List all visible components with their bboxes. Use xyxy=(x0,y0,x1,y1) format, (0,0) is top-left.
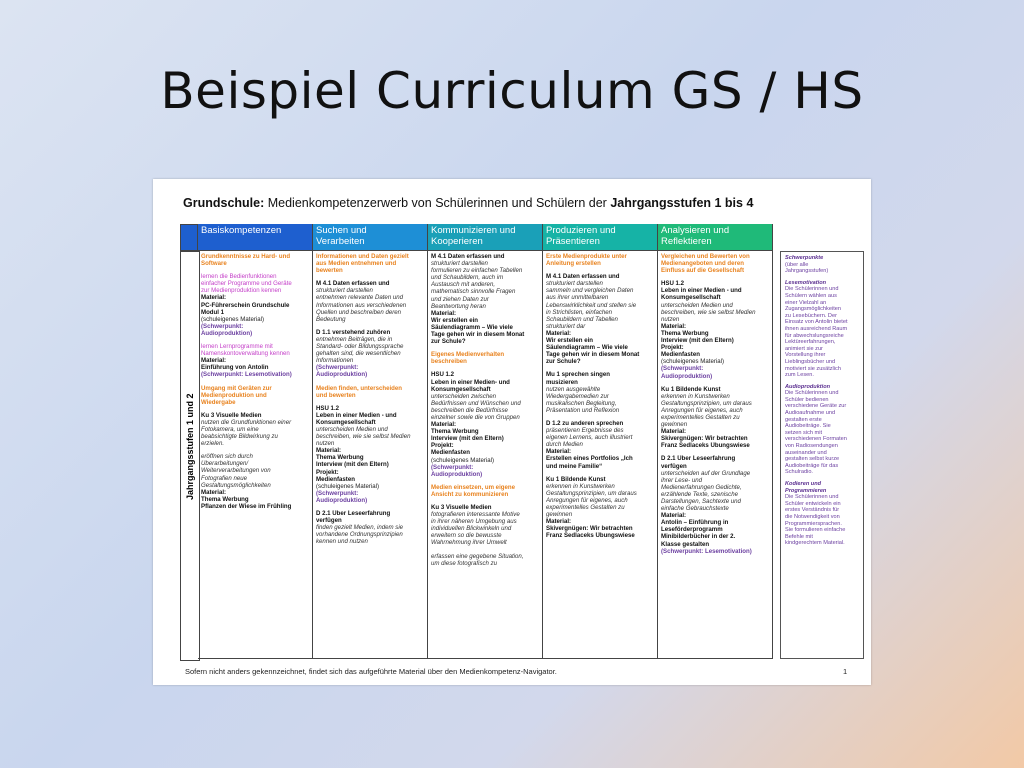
cell-text-line: und Schaubildern, auch im xyxy=(431,274,504,282)
table-column xyxy=(428,224,543,659)
cell-text-line: Material: xyxy=(316,447,342,455)
cell-text-line: Einführung von Antolin xyxy=(201,364,269,372)
legend-text-line: Audiobeiträge. Sie xyxy=(785,423,831,430)
legend-text-line: Schüler entwickeln ein xyxy=(785,500,841,507)
cell-text-line: beabsichtigte Bildwirkung zu xyxy=(201,433,278,441)
document-heading xyxy=(183,196,753,210)
cell-text-line: Medienerfahrungen Gedichte, xyxy=(661,483,742,491)
cell-text-line: D 2.1 Über Leseerfahrung xyxy=(316,510,391,517)
cell-text-line: (Schwerpunkt: xyxy=(431,463,474,471)
heading-text: Medienkompetenzerwerb von Schülerinnen und Schülern der xyxy=(264,196,611,210)
cell-text-line: zur Medienproduktion kennen xyxy=(201,287,282,295)
cell-text-line: Ku 1 Bildende Kunst xyxy=(661,385,721,393)
legend-text-line: Befehle mit xyxy=(785,533,813,540)
cell-text-line: Material: xyxy=(661,322,687,330)
grade-level-column xyxy=(180,251,200,661)
cell-text-line: Medienproduktion und xyxy=(201,391,267,399)
cell-text-line: gewinnen xyxy=(546,511,573,519)
cell-text-line: fotografieren interessante Motive xyxy=(431,511,520,519)
legend-text-line: Audioproduktion xyxy=(785,383,831,390)
legend-text-line: Lesemotivation xyxy=(785,279,827,286)
column-header-line: Präsentieren xyxy=(546,236,600,247)
legend-text-line: animiert sie zur xyxy=(785,345,823,352)
cell-text-line: einfacher Programme und Geräte xyxy=(201,280,292,288)
cell-text-line: Leben in einer Medien- und xyxy=(431,378,510,386)
cell-text-line: Vergleichen und Bewerten von xyxy=(661,253,750,260)
cell-text-line: unterscheiden Medien und xyxy=(661,301,733,309)
grade-level-label: Jahrgangsstufen 1 und 2 xyxy=(185,393,195,500)
legend-text-line: Die Schülerinnen und xyxy=(785,390,839,397)
column-header-line: Kooperieren xyxy=(431,236,483,247)
cell-text-line: (Schwerpunkt: xyxy=(661,365,704,373)
legend-text-line: kindgerechtem Material. xyxy=(785,540,845,547)
cell-text-line: Audioproduktion) xyxy=(431,470,483,478)
cell-text-line: Audioproduktion) xyxy=(316,371,368,379)
legend-text-line: auseinander und xyxy=(785,449,827,456)
cell-text-line: Wiedergabemedien zur xyxy=(546,392,609,400)
cell-text-line: vorhandene Ordnungsprinzipien xyxy=(316,531,403,539)
cell-text-line: (schuleigenes Material) xyxy=(201,315,264,323)
cell-text-line: finden gezielt Medien, indem sie xyxy=(316,524,404,532)
column-body xyxy=(543,251,657,659)
cell-text-line: (Schwerpunkt: xyxy=(201,322,244,330)
legend-text-line: einer Vielzahl an xyxy=(785,299,827,306)
cell-text-line: gehalten sind, die wesentlichen xyxy=(316,350,401,358)
cell-text-line: zur Schule? xyxy=(546,358,581,366)
cell-text-line: ihrer Lese- und xyxy=(661,476,702,484)
cell-text-line: Informationen xyxy=(316,357,354,365)
cell-text-line: Fotografien neue xyxy=(201,474,248,482)
cell-text-line: Wir erstellen ein xyxy=(431,316,479,324)
column-body xyxy=(313,251,427,659)
cell-text-line: Material: xyxy=(546,329,572,337)
legend-text-line: motiviert sie zusätzlich xyxy=(785,365,841,372)
table-column xyxy=(543,224,658,659)
cell-text-line: zur Schule? xyxy=(431,338,466,346)
cell-text-line: individuellen Blickwinkeln und xyxy=(431,525,512,533)
legend-text-line: die Notwendigkeit von xyxy=(785,513,840,520)
cell-text-line: strukturiert darstellen xyxy=(546,280,603,288)
cell-text-line: Ansicht zu kommunizieren xyxy=(431,490,509,498)
cell-text-line: aus Medien entnehmen und xyxy=(316,260,397,268)
legend-text-line: Schulradio. xyxy=(785,469,813,476)
cell-text-line: beschreiben xyxy=(431,358,467,366)
cell-text-line: in ihrer näheren Umgebung aus xyxy=(431,518,517,526)
column-body xyxy=(198,251,312,659)
legend-text-line: von Radiosendungen xyxy=(785,443,838,450)
cell-text-line: beschreiben, wie sie selbst Medien xyxy=(316,433,411,441)
cell-text-line: nutzen ausgewählte xyxy=(546,385,601,393)
column-body xyxy=(428,251,542,659)
cell-text-line: Audioproduktion) xyxy=(661,372,713,380)
cell-text-line: Gestaltungsprinzipien, um daraus xyxy=(661,399,752,407)
cell-text-line: (Schwerpunkt: xyxy=(316,489,359,497)
cell-text-line: Eigenes Medienverhalten xyxy=(431,351,505,359)
legend-text-line: gestalten erste xyxy=(785,416,822,423)
cell-text-line: erzählende Texte, szenische xyxy=(661,490,739,498)
cell-text-line: erkennen in Kunstwerken xyxy=(546,482,615,490)
cell-text-line: Material: xyxy=(431,421,457,429)
cell-text-line: erzielen. xyxy=(201,440,225,448)
legend-text-line: Audiobeiträge für das xyxy=(785,462,839,469)
cell-text-line: Tage gehen wir in diesem Monat xyxy=(546,351,640,359)
cell-text-line: Franz Sedlaceks Übungswiese xyxy=(661,442,750,450)
heading-school-type: Grundschule: xyxy=(183,196,265,210)
cell-text-line: Austausch mit anderen, xyxy=(431,281,496,289)
cell-text-line: lernen Lernprogramme mit xyxy=(201,343,273,351)
cell-text-line: erweitern so die bewusste xyxy=(431,532,502,540)
cell-text-line: unterscheiden zwischen xyxy=(431,392,497,400)
cell-text-line: musizieren xyxy=(546,378,578,386)
legend-text-line: Audioaufnahme und xyxy=(785,410,836,417)
page-number: 1 xyxy=(843,667,848,676)
column-header-line: Analysieren und xyxy=(661,225,730,236)
column-body xyxy=(658,251,772,659)
cell-text-line: Beantwortung heran xyxy=(431,302,486,310)
cell-text-line: Material: xyxy=(546,518,572,526)
table-column xyxy=(313,224,428,659)
cell-text-line: Thema Werbung xyxy=(316,454,364,462)
table-column xyxy=(198,224,313,659)
cell-text-line: Grundkenntnisse zu Hard- und xyxy=(201,253,291,260)
cell-text-line: Material: xyxy=(661,428,687,436)
cell-text-line: Säulendiagramm – Wie viele xyxy=(546,344,628,352)
legend-text-line: Lieblingsbücher und xyxy=(785,358,836,365)
cell-text-line: Namenskontoverwaltung kennen xyxy=(201,350,290,358)
cell-text-line: Säulendiagramm – Wie viele xyxy=(431,323,513,331)
legend-text-line: ihnen ausreichend Raum xyxy=(785,325,848,332)
cell-text-line: M 4.1 Daten erfassen und xyxy=(316,280,390,288)
cell-text-line: Leseförderprogramm xyxy=(661,526,723,534)
cell-text-line: Lebenswirklichkeit und stellen sie xyxy=(546,301,637,309)
cell-text-line: Ku 3 Visuelle Medien xyxy=(201,411,262,419)
cell-text-line: Einfluss auf die Gesellschaft xyxy=(661,267,744,275)
cell-text-line: Leben in einer Medien - und xyxy=(316,411,397,419)
cell-text-line: Gestaltungsprinzipien, um daraus xyxy=(546,489,637,497)
cell-text-line: Präsentation und Reflexion xyxy=(546,406,620,414)
cell-text-line: nutzen xyxy=(316,440,335,448)
legend-text-line: gestalten selbst kurze xyxy=(785,456,840,463)
legend-text-line: (über alle xyxy=(785,261,809,268)
column-header xyxy=(658,224,772,251)
cell-text-line: Ku 3 Visuelle Medien xyxy=(431,504,492,511)
cell-text-line: und bewerten xyxy=(316,391,356,399)
cell-text-line: eröffnen sich durch xyxy=(201,453,253,461)
cell-text-line: (schuleigenes Material) xyxy=(431,456,494,464)
legend-text-line: verschiedenen Formaten xyxy=(785,436,847,443)
column-header-line: Verarbeiten xyxy=(316,236,365,247)
legend-text-line: Zugangsmöglichkeiten xyxy=(785,306,841,313)
cell-text-line: Mu 1 sprechen singen xyxy=(546,371,610,379)
cell-text-line: strukturiert darstellen xyxy=(431,260,488,268)
cell-text-line: Wir erstellen ein xyxy=(546,337,594,345)
cell-text-line: nutzen xyxy=(661,315,680,323)
cell-text-line: Gestaltungsmöglichkeiten xyxy=(201,481,271,489)
cell-text-line: Thema Werbung xyxy=(431,428,479,436)
cell-text-line: Erstellen eines Portfolios „Ich xyxy=(546,455,633,463)
cell-text-line: musikalischen Begleitung, xyxy=(546,399,617,407)
legend-text-line: Die Schülerinnen und xyxy=(785,286,839,293)
slide-title: Beispiel Curriculum GS / HS xyxy=(160,62,864,120)
column-header xyxy=(313,224,427,251)
document-footer: Sofern nicht anders gekennzeichnet, findet sich das aufgeführte Material über den Medienkompetenz-Navigator. xyxy=(185,667,557,676)
cell-text-line: präsentieren Ergebnisse des xyxy=(546,427,624,435)
column-header xyxy=(428,224,542,251)
curriculum-document xyxy=(153,179,871,685)
cell-text-line: unterscheiden auf der Grundlage xyxy=(661,469,751,477)
cell-text-line: D 2.1 Über Leseerfahrung xyxy=(661,455,736,463)
column-header-line: Kommunizieren und xyxy=(431,225,516,236)
legend-text-line: setzen sich mit xyxy=(785,429,822,436)
cell-text-line: M 4.1 Daten erfassen und xyxy=(431,253,505,260)
cell-text-line: formulieren zu einfachen Tabellen xyxy=(431,267,523,275)
cell-text-line: Umgang mit Geräten zur xyxy=(201,384,272,392)
cell-text-line: entnehmen Beiträgen, die in xyxy=(316,335,393,343)
cell-text-line: Konsumgesellschaft xyxy=(431,385,491,393)
column-header-line: Produzieren und xyxy=(546,225,616,236)
cell-text-line: Thema Werbung xyxy=(661,329,709,337)
legend-text-line: Sie formulieren einfache xyxy=(785,527,846,534)
cell-text-line: Anregungen für eigenes, auch xyxy=(661,406,743,414)
cell-text-line: Standard- oder Bildungssprache xyxy=(316,343,404,351)
cell-text-line: sammeln und vergleichen Daten xyxy=(546,287,634,295)
cell-text-line: (schuleigenes Material) xyxy=(661,358,724,366)
cell-text-line: (schuleigenes Material) xyxy=(316,482,379,490)
legend-text-line: zu Lesebüchern. Der xyxy=(785,312,837,319)
cell-text-line: gewinnen xyxy=(661,421,688,429)
cell-text-line: Überarbeitungen/ xyxy=(201,460,249,468)
cell-text-line: aus ihrer unmittelbaren xyxy=(546,294,609,302)
cell-text-line: Material: xyxy=(661,512,687,520)
cell-text-line: Projekt: xyxy=(316,468,339,476)
cell-text-line: Minibilderbücher in der 2. xyxy=(661,533,736,541)
cell-text-line: PC-Führerschein Grundschule xyxy=(201,301,290,309)
cell-text-line: beschreiben, wie sie selbst Medien xyxy=(661,308,756,316)
cell-text-line: Darstellungen, Sachtexte und xyxy=(661,498,741,505)
cell-text-line: Informationen aus verschiedenen xyxy=(316,301,407,309)
cell-text-line: D 1.1 verstehend zuhören xyxy=(316,328,391,336)
legend-text-line: Jahrgangsstufen) xyxy=(785,268,829,275)
cell-text-line: Material: xyxy=(201,357,227,365)
cell-text-line: unterscheiden Medien und xyxy=(316,425,388,433)
legend-text-line: verschiedene Geräte zur xyxy=(785,403,847,410)
cell-text-line: erfassen eine gegebene Situation, xyxy=(431,552,524,560)
cell-text-line: HSU 1.2 xyxy=(431,371,455,379)
cell-text-line: Thema Werbung xyxy=(201,495,249,503)
legend-text-line: Programmiersprachen. xyxy=(785,520,842,527)
column-header-line: Reflektieren xyxy=(661,236,712,247)
cell-text-line: Bedürfnissen und Wünschen und xyxy=(431,399,521,407)
legend-text-line: Kodieren und xyxy=(785,481,822,487)
cell-text-line: Medienfasten xyxy=(661,351,700,359)
legend-text-line: Einsatz von Antolin bietet xyxy=(785,319,848,326)
cell-text-line: nutzen die Grundfunktionen einer xyxy=(201,418,292,426)
legend-text-line: Schwerpunkte xyxy=(785,255,824,261)
cell-text-line: einzelner sowie die von Gruppen xyxy=(431,413,520,421)
cell-text-line: Projekt: xyxy=(431,442,454,450)
column-header-line: Suchen und xyxy=(316,225,367,236)
cell-text-line: HSU 1.2 xyxy=(316,404,340,412)
cell-text-line: Medienangeboten und deren xyxy=(661,260,744,268)
cell-text-line: Audioproduktion) xyxy=(201,329,253,337)
cell-text-line: Konsumgesellschaft xyxy=(316,418,376,426)
column-header xyxy=(543,224,657,251)
cell-text-line: Erste Medienprodukte unter xyxy=(546,253,627,260)
column-header xyxy=(198,224,312,251)
cell-text-line: Material: xyxy=(201,488,227,496)
legend-text-line: Schüler bedienen xyxy=(785,396,829,403)
cell-text-line: Projekt: xyxy=(661,344,684,352)
cell-text-line: einfache Gebrauchstexte xyxy=(661,505,729,513)
cell-text-line: strukturiert darstellen xyxy=(316,287,373,295)
cell-text-line: bewerten xyxy=(316,267,343,275)
table-column xyxy=(658,224,773,659)
cell-text-line: Anleitung erstellen xyxy=(546,260,601,268)
cell-text-line: experimentelles Gestalten zu xyxy=(661,413,740,421)
cell-text-line: entnehmen relevante Daten und xyxy=(316,294,404,302)
cell-text-line: und ziehen Daten zur xyxy=(431,295,489,303)
cell-text-line: lernen die Bedienfunktionen xyxy=(201,273,277,281)
cell-text-line: HSU 1.2 xyxy=(661,280,685,288)
cell-text-line: beschreiben die Bedürfnisse xyxy=(431,406,508,414)
cell-text-line: Skivergnügen: Wir betrachten xyxy=(546,525,633,533)
legend-text-line: Lektüreerfahrungen, xyxy=(785,339,836,346)
legend-text-line: Schülern wählen aus xyxy=(785,292,837,299)
cell-text-line: Bedeutung xyxy=(316,315,346,323)
cell-text-line: (Schwerpunkt: xyxy=(316,364,359,372)
column-header-line: Basiskompetenzen xyxy=(201,225,282,236)
cell-text-line: Software xyxy=(201,260,227,268)
cell-text-line: experimentelles Gestalten zu xyxy=(546,504,625,511)
cell-text-line: Medien einsetzen, um eigene xyxy=(431,483,515,491)
cell-text-line: Wiedergabe xyxy=(201,398,236,406)
cell-text-line: Franz Sedlaceks Übungswiese xyxy=(546,532,635,540)
cell-text-line: D 1.2 zu anderen sprechen xyxy=(546,419,624,427)
cell-text-line: strukturiert dar xyxy=(546,322,586,330)
cell-text-line: Ku 1 Bildende Kunst xyxy=(546,475,606,483)
cell-text-line: erkennen in Kunstwerken xyxy=(661,392,730,400)
cell-text-line: Anregungen für eigenes, auch xyxy=(546,496,628,504)
cell-text-line: und meine Familie“ xyxy=(546,462,603,470)
cell-text-line: Medienfasten xyxy=(431,449,470,457)
cell-text-line: eigenen Lernens, auch illustriert xyxy=(546,434,633,442)
cell-text-line: Material: xyxy=(201,294,227,302)
cell-text-line: Medienfasten xyxy=(316,475,355,483)
cell-text-line: (Schwerpunkt: Lesemotivation) xyxy=(661,547,752,555)
competence-table xyxy=(198,224,773,659)
focus-legend xyxy=(780,251,864,659)
cell-text-line: Informationen und Daten gezielt xyxy=(316,253,409,260)
cell-text-line: Fotokamera, um eine xyxy=(201,425,259,433)
cell-text-line: Modul 1 xyxy=(201,308,225,316)
cell-text-line: Material: xyxy=(431,309,457,317)
cell-text-line: Weiterverarbeitungen von xyxy=(201,467,271,475)
legend-text-line: Programmieren xyxy=(785,487,827,494)
cell-text-line: mathematisch sinnvolle Fragen xyxy=(431,288,516,296)
cell-text-line: Interview (mit den Eltern) xyxy=(661,337,734,345)
cell-text-line: Skivergnügen: Wir betrachten xyxy=(661,435,748,443)
cell-text-line: Material: xyxy=(546,448,572,456)
cell-text-line: Antolin – Einführung in xyxy=(661,519,729,527)
heading-grades: Jahrgangsstufen 1 bis 4 xyxy=(610,196,754,210)
cell-text-line: in Strichlisten, einfachen xyxy=(546,308,613,316)
legend-text-line: Vorstellung ihrer xyxy=(785,352,826,359)
legend-text-line: Die Schülerinnen und xyxy=(785,494,839,501)
cell-text-line: Pflanzen der Wiese im Frühling xyxy=(201,502,292,510)
legend-text-line: erstes Verständnis für xyxy=(785,507,840,514)
cell-text-line: Interview (mit den Eltern) xyxy=(316,461,389,469)
cell-text-line: durch Medien xyxy=(546,441,583,449)
cell-text-line: Wahrnehmung ihrer Umwelt xyxy=(431,539,507,547)
cell-text-line: verfügen xyxy=(316,517,342,525)
corner-cell xyxy=(180,224,198,251)
cell-text-line: Schaubildern und Tabellen xyxy=(546,315,618,323)
cell-text-line: Interview (mit den Eltern) xyxy=(431,435,504,443)
legend-text-line: für abwechslungsreiche xyxy=(785,332,844,339)
cell-text-line: Tage gehen wir in diesem Monat xyxy=(431,331,525,339)
cell-text-line: verfügen xyxy=(661,462,687,470)
legend-text-line: zum Lesen. xyxy=(785,372,814,379)
cell-text-line: Leben in einer Medien - und xyxy=(661,287,742,295)
cell-text-line: (Schwerpunkt: Lesemotivation) xyxy=(201,371,292,379)
cell-text-line: Klasse gestalten xyxy=(661,540,710,548)
cell-text-line: kennen und nutzen xyxy=(316,538,368,546)
cell-text-line: Audioproduktion) xyxy=(316,496,368,504)
cell-text-line: Konsumgesellschaft xyxy=(661,294,721,302)
cell-text-line: M 4.1 Daten erfassen und xyxy=(546,273,620,281)
cell-text-line: um diese fotografisch zu xyxy=(431,559,498,567)
cell-text-line: Quellen und beschreiben deren xyxy=(316,308,402,316)
cell-text-line: Medien finden, unterscheiden xyxy=(316,384,402,392)
